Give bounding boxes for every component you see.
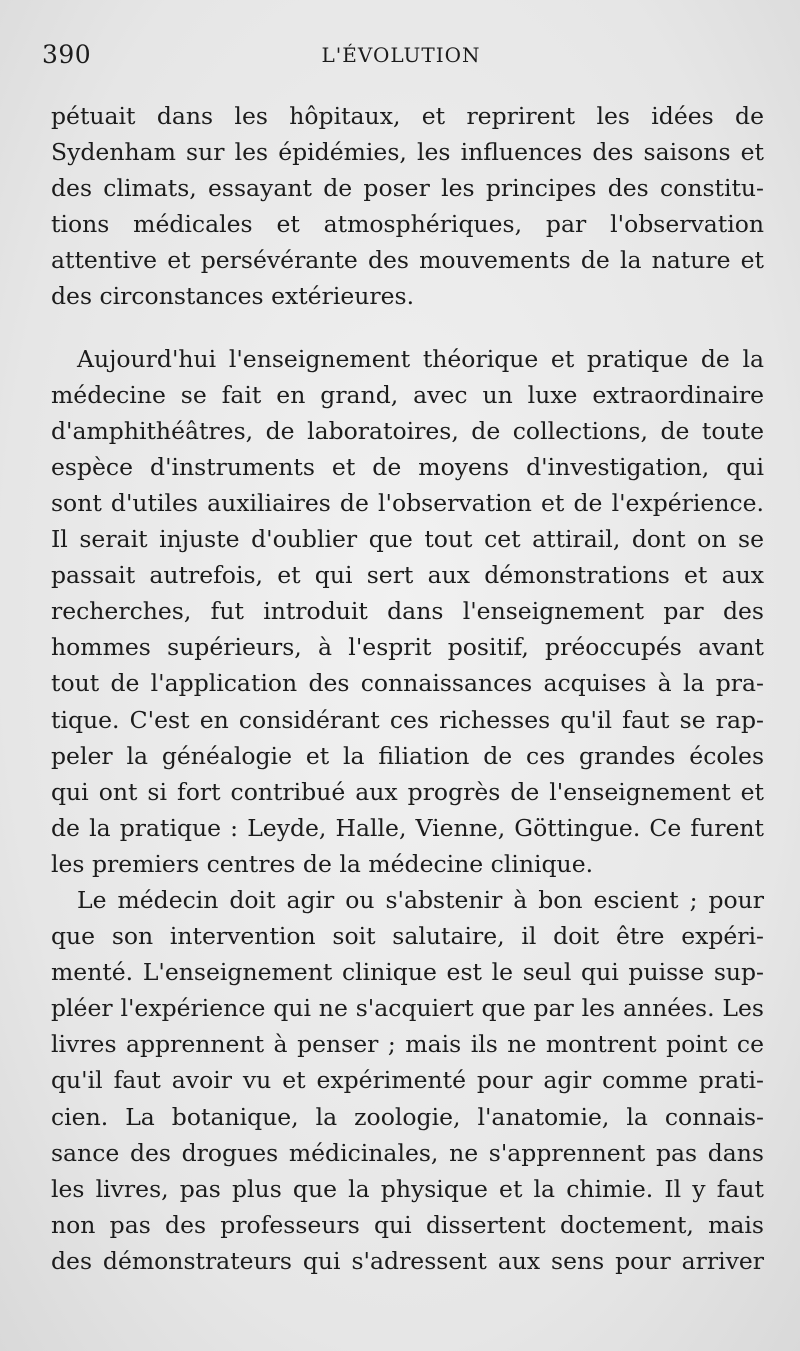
text-line: espèce d'instruments et de moyens d'investigation, qui [51, 452, 764, 481]
text-line: qu'il faut avoir vu et expérimenté pour agir comme prati- [51, 1066, 764, 1095]
text-line: non pas des professeurs qui dissertent doctement, mais [51, 1210, 764, 1239]
text-line: passait autrefois, et qui sert aux démonstrations et aux [51, 561, 764, 590]
text-line: les livres, pas plus que la physique et la chimie. Il y faut [51, 1174, 764, 1203]
text-line: livres apprennent à penser ; mais ils ne montrent point ce [51, 1030, 764, 1059]
text-line: Il serait injuste d'oublier que tout cet attirail, dont on se [51, 525, 764, 554]
paragraph [51, 341, 764, 882]
text-line: sance des drogues médicinales, ne s'apprennent pas dans [51, 1138, 764, 1167]
running-title: L'ÉVOLUTION [321, 43, 481, 67]
text-line: pétuait dans les hôpitaux, et reprirent les idées de [51, 102, 764, 130]
text-line: tique. C'est en considérant ces richesses qu'il faut se rap- [51, 705, 764, 734]
text-line: sont d'utiles auxiliaires de l'observation et de l'expérience. [51, 488, 764, 517]
page-header [42, 40, 760, 80]
text-line: cien. La botanique, la zoologie, l'anatomie, la connais- [51, 1102, 764, 1131]
text-line: peler la généalogie et la filiation de ces grandes écoles [51, 741, 764, 770]
text-line: tout de l'application des connaissances acquises à la pra- [51, 669, 764, 698]
text-line: des circonstances extérieures. [51, 282, 415, 311]
text-line: Sydenham sur les épidémies, les influences des saisons et [51, 138, 764, 167]
text-line: attentive et persévérante des mouvements de la nature et [51, 246, 764, 275]
body-text [51, 98, 764, 1279]
text-line: Le médecin doit agir ou s'abstenir à bon escient ; pour [77, 885, 764, 914]
paragraph [51, 882, 764, 1279]
text-line: que son intervention soit salutaire, il doit être expéri- [51, 922, 764, 951]
text-line: recherches, fut introduit dans l'enseignement par des [51, 597, 764, 626]
text-line: les premiers centres de la médecine clinique. [51, 849, 594, 878]
text-line: hommes supérieurs, à l'esprit positif, préoccupés avant [51, 633, 764, 662]
text-line: pléer l'expérience qui ne s'acquiert que par les années. Les [51, 994, 764, 1023]
text-line: de la pratique : Leyde, Halle, Vienne, Göttingue. Ce furent [51, 813, 764, 842]
text-line: qui ont si fort contribué aux progrès de l'enseignement et [51, 777, 764, 806]
text-line: menté. L'enseignement clinique est le seul qui puisse sup- [51, 958, 764, 987]
text-line: Aujourd'hui l'enseignement théorique et pratique de la [77, 344, 764, 373]
text-line: médecine se fait en grand, avec un luxe extraordinaire [51, 380, 764, 409]
text-line: d'amphithéâtres, de laboratoires, de collections, de toute [51, 416, 764, 445]
text-line: des climats, essayant de poser les principes des constitu- [51, 174, 764, 203]
text-line: tions médicales et atmosphériques, par l'observation [51, 210, 764, 239]
page-number: 390 [42, 40, 92, 69]
paragraph [51, 98, 764, 315]
text-line: des démonstrateurs qui s'adressent aux sens pour arriver [51, 1246, 764, 1275]
